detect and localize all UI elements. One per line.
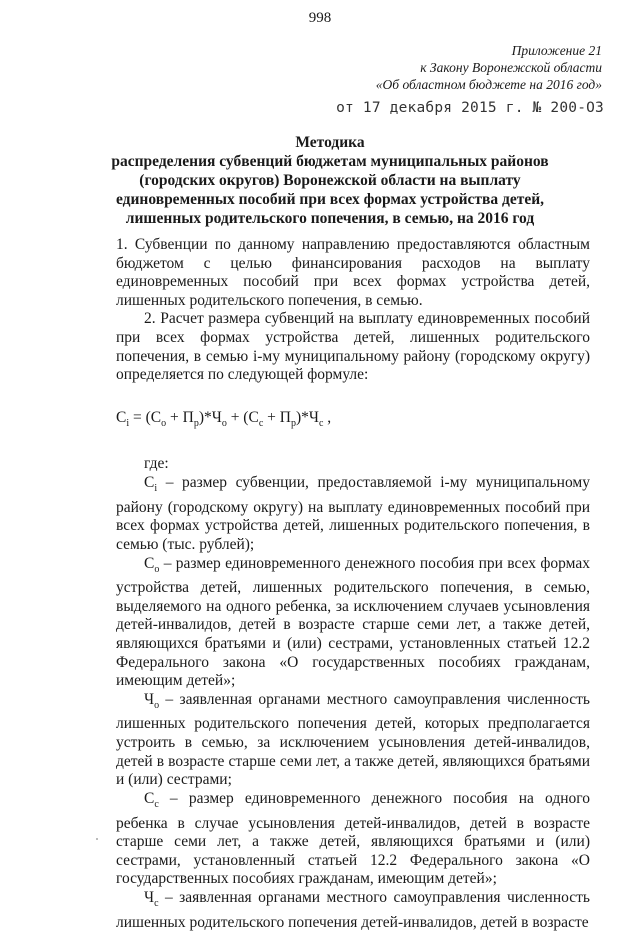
definition-cho xyxy=(116,691,590,790)
definition-ci xyxy=(116,474,590,554)
appendix-line-3: «Об областном бюджете на 2016 год» xyxy=(375,77,602,92)
formula-part-6: )*Ч xyxy=(295,408,319,426)
title-line-1: Методика xyxy=(295,134,365,151)
definition-co xyxy=(116,555,590,691)
appendix-header xyxy=(262,42,602,93)
formula-sub-s1: с xyxy=(258,417,264,429)
title-line-5: лишенных родительского попечения, в семью, на 2016 год xyxy=(125,210,535,227)
formula-sub-s2: с xyxy=(318,417,324,429)
paragraph-2-text: 2. Расчет размера субвенций на выплату единовременных пособий при всех формах устройства детей, лишенных родительского попечения, в семью i-му муниципальному району (городскому округу) определяется по следующей формуле: xyxy=(116,310,590,384)
formula-lhs: С xyxy=(116,408,127,426)
appendix-line-1: Приложение 21 xyxy=(511,43,602,58)
formula-sub-o2: о xyxy=(221,417,227,429)
formula-sub-r2: р xyxy=(290,417,296,429)
definition-cs-text: – размер единовременного денежного пособия на одного ребенка в случае усыновления детей-инвалидов, детей в возрасте старше семи лет, а также детей, являющихся братьями и (или) сестрами, установленный статьей 12.2 Федерального закона «О государственных пособиях гражданам, имеющим детей»; xyxy=(116,789,590,888)
appendix-line-2: к Закону Воронежской области xyxy=(420,60,602,75)
page-number: 998 xyxy=(308,10,332,26)
formula-sub-o1: о xyxy=(161,417,167,429)
formula-sub-r1: р xyxy=(193,417,199,429)
formula-part-1: = (С xyxy=(129,408,162,426)
title-line-3: (городских округов) Воронежской области на выплату xyxy=(139,172,521,189)
definition-co-symbol: С xyxy=(144,554,155,572)
formula-lhs-sub: i xyxy=(126,417,130,429)
definition-cs-symbol: С xyxy=(144,789,155,807)
document-body xyxy=(116,236,590,932)
definition-cs xyxy=(116,790,590,889)
formula-part-2: + П xyxy=(166,408,194,426)
paragraph-2 xyxy=(116,310,590,384)
formula-part-4: + (С xyxy=(226,408,259,426)
definition-chs-symbol: Ч xyxy=(144,888,155,906)
definition-cho-sub: о xyxy=(154,699,160,711)
definition-cho-symbol: Ч xyxy=(144,690,155,708)
title-line-2: распределения субвенций бюджетам муниципальных районов xyxy=(111,153,549,170)
definition-chs xyxy=(116,889,590,932)
definition-co-text: – размер единовременного денежного пособия при всех формах устройства детей, лишенных родительского попечения, в семью, выделяемого на одного ребенка, за исключением случаев усыновления детей-инвалидов, детей в возрасте старше семи лет, а также детей, являющихся братьями и (или) сестрами, установленных статьей 12.2 Федерального закона «О государственных пособиях гражданам, имеющим детей»; xyxy=(116,554,590,690)
paragraph-1 xyxy=(116,236,590,310)
definition-cs-sub: с xyxy=(154,798,159,810)
formula-part-5: + П xyxy=(263,408,291,426)
definition-cho-text: – заявленная органами местного самоуправления численность лишенных родительского попечения детей, которых предполагается устроить в семью, за исключением усыновления детей-инвалидов, детей в возрасте старше семи лет, а также детей, являющихся братьями и (или) сестрами; xyxy=(116,690,590,789)
title-line-4: единовременных пособий при всех формах устройства детей, xyxy=(115,191,545,208)
scan-speck xyxy=(96,838,98,840)
formula xyxy=(116,409,590,434)
definition-ci-sub: i xyxy=(154,483,158,495)
definition-ci-symbol: С xyxy=(144,474,155,492)
formula-tail: , xyxy=(323,408,332,426)
definition-chs-sub: с xyxy=(154,897,159,909)
document-title xyxy=(60,133,600,228)
where-label: где: xyxy=(144,455,169,473)
definition-chs-text: – заявленная органами местного самоуправления численность лишенных родительского попечения детей-инвалидов, детей в возрасте xyxy=(116,888,590,931)
formula-part-3: )*Ч xyxy=(198,408,222,426)
definition-co-sub: о xyxy=(154,563,160,575)
definition-ci-text: – размер субвенции, предоставляемой i-му муниципальному району (городскому округу) на выплату единовременных пособий при всех формах устройства детей, лишенных родительского попечения, в семью (тыс. рублей); xyxy=(116,474,590,553)
paragraph-1-text: 1. Субвенции по данному направлению предоставляются областным бюджетом с целью финансирования расходов на выплату единовременных пособий при всех формах устройства детей, лишенных родительского попечения, в семью. xyxy=(116,236,590,309)
law-date-stamp: от 17 декабря 2015 г. № 200-ОЗ xyxy=(336,100,604,116)
